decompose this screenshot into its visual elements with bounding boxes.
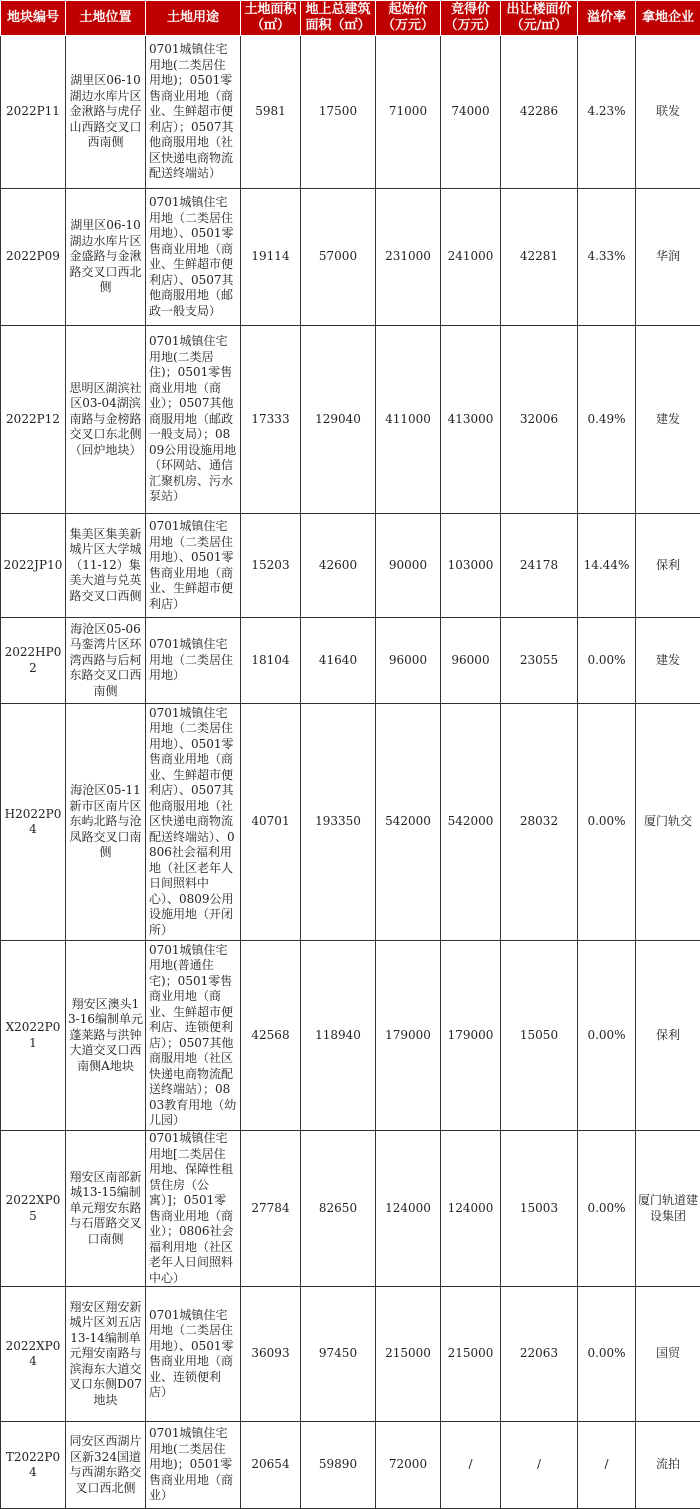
cell-premium-rate: 0.00%	[578, 1287, 636, 1422]
cell-land-use: 0701城镇住宅用地（二类居住用地）、0501零售商业用地（商业、连锁便利店）	[146, 1287, 241, 1422]
cell-floor-price: /	[501, 1422, 578, 1509]
cell-land-area: 19114	[241, 189, 301, 326]
cell-plot-id: 2022P12	[1, 326, 66, 514]
cell-premium-rate: 4.33%	[578, 189, 636, 326]
cell-floor-price: 23055	[501, 618, 578, 704]
cell-location: 同安区西湖片区新324国道与西湖东路交叉口西北侧	[66, 1422, 146, 1509]
cell-location: 思明区湖滨社区03-04湖滨南路与金榜路交叉口东北侧（回炉地块）	[66, 326, 146, 514]
cell-land-use: 0701城镇住宅用地（二类居住用地）	[146, 618, 241, 704]
cell-premium-rate: /	[578, 1422, 636, 1509]
cell-winning-price: 124000	[441, 1131, 501, 1287]
cell-land-area: 5981	[241, 36, 301, 189]
cell-land-area: 20654	[241, 1422, 301, 1509]
table-row	[1, 941, 700, 1131]
cell-premium-rate: 0.49%	[578, 326, 636, 514]
cell-plot-id: 2022HP02	[1, 618, 66, 704]
cell-location: 海沧区05-11新市区南片区东屿北路与沧凤路交叉口南侧	[66, 704, 146, 941]
cell-plot-id: 2022P11	[1, 36, 66, 189]
cell-location: 湖里区06-10湖边水库片区金湫路与虎仔山西路交叉口西南侧	[66, 36, 146, 189]
table-row	[1, 514, 700, 618]
cell-premium-rate: 0.00%	[578, 1131, 636, 1287]
cell-winner: 建发	[636, 326, 700, 514]
cell-start-price: 411000	[376, 326, 441, 514]
header-land-area: 土地面积（㎡）	[241, 1, 301, 36]
cell-winning-price: 413000	[441, 326, 501, 514]
cell-floor-area: 97450	[301, 1287, 376, 1422]
cell-land-use: 0701城镇住宅用地（二类居住用地）、0501零售商业用地（商业、生鲜超市便利店）、0507其他商服用地（邮政一般支局）	[146, 189, 241, 326]
cell-start-price: 231000	[376, 189, 441, 326]
cell-winner: 联发	[636, 36, 700, 189]
cell-premium-rate: 0.00%	[578, 704, 636, 941]
cell-location: 海沧区05-06马銮湾片区环湾西路与后柯东路交叉口西南侧	[66, 618, 146, 704]
header-floor-price: 出让楼面价（元/㎡）	[501, 1, 578, 36]
cell-floor-price: 42281	[501, 189, 578, 326]
header-premium-rate: 溢价率	[578, 1, 636, 36]
table-row	[1, 1131, 700, 1287]
cell-land-area: 40701	[241, 704, 301, 941]
cell-start-price: 71000	[376, 36, 441, 189]
cell-land-area: 42568	[241, 941, 301, 1131]
cell-plot-id: 2022P09	[1, 189, 66, 326]
cell-winner: 厦门轨交	[636, 704, 700, 941]
cell-winning-price: 542000	[441, 704, 501, 941]
cell-winner: 流拍	[636, 1422, 700, 1509]
cell-floor-area: 129040	[301, 326, 376, 514]
table-row	[1, 1287, 700, 1422]
cell-land-use: 0701城镇住宅用地(二类居住用地)；0501零售商业用地（商业）	[146, 1422, 241, 1509]
header-row	[1, 1, 700, 36]
cell-start-price: 72000	[376, 1422, 441, 1509]
cell-winning-price: 215000	[441, 1287, 501, 1422]
cell-start-price: 124000	[376, 1131, 441, 1287]
cell-land-use: 0701城镇住宅用地（二类居住用地）、0501零售商业用地（商业、生鲜超市便利店）	[146, 514, 241, 618]
cell-floor-area: 42600	[301, 514, 376, 618]
cell-floor-price: 42286	[501, 36, 578, 189]
cell-floor-area: 118940	[301, 941, 376, 1131]
cell-winning-price: 96000	[441, 618, 501, 704]
cell-start-price: 215000	[376, 1287, 441, 1422]
table-row	[1, 618, 700, 704]
cell-winner: 华润	[636, 189, 700, 326]
cell-location: 翔安区南部新城13-15编制单元翔安东路与石厝路交叉口南侧	[66, 1131, 146, 1287]
cell-floor-price: 22063	[501, 1287, 578, 1422]
cell-premium-rate: 0.00%	[578, 618, 636, 704]
cell-plot-id: 2022XP05	[1, 1131, 66, 1287]
cell-land-area: 18104	[241, 618, 301, 704]
cell-floor-price: 24178	[501, 514, 578, 618]
table-row	[1, 1422, 700, 1509]
cell-winner: 保利	[636, 514, 700, 618]
cell-location: 湖里区06-10湖边水库片区金盛路与金湫路交叉口西北侧	[66, 189, 146, 326]
cell-floor-area: 59890	[301, 1422, 376, 1509]
cell-floor-area: 41640	[301, 618, 376, 704]
cell-winner: 国贸	[636, 1287, 700, 1422]
cell-winning-price: 103000	[441, 514, 501, 618]
cell-winning-price: 241000	[441, 189, 501, 326]
cell-winning-price: /	[441, 1422, 501, 1509]
cell-land-area: 36093	[241, 1287, 301, 1422]
cell-winner: 保利	[636, 941, 700, 1131]
cell-floor-area: 57000	[301, 189, 376, 326]
header-land-use: 土地用途	[146, 1, 241, 36]
cell-land-area: 15203	[241, 514, 301, 618]
cell-plot-id: X2022P01	[1, 941, 66, 1131]
cell-land-use: 0701城镇住宅用地（二类居住用地）、0501零售商业用地（商业、生鲜超市便利店）、0507其他商服用地（社区快递电商物流配送终端站）、0806社会福利用地（社区老年人日间照料中心）、0809公用设施用地（开闭所）	[146, 704, 241, 941]
cell-floor-area: 17500	[301, 36, 376, 189]
table-row	[1, 704, 700, 941]
cell-start-price: 96000	[376, 618, 441, 704]
header-winning-price: 竞得价（万元）	[441, 1, 501, 36]
cell-premium-rate: 0.00%	[578, 941, 636, 1131]
cell-floor-price: 28032	[501, 704, 578, 941]
cell-winning-price: 179000	[441, 941, 501, 1131]
cell-plot-id: 2022JP10	[1, 514, 66, 618]
cell-land-area: 27784	[241, 1131, 301, 1287]
cell-location: 翔安区翔安新城片区刘五店13-14编制单元翔安南路与滨海东大道交叉口东侧D07地块	[66, 1287, 146, 1422]
table-row	[1, 326, 700, 514]
header-winner: 拿地企业	[636, 1, 700, 36]
cell-winner: 建发	[636, 618, 700, 704]
header-start-price: 起始价（万元）	[376, 1, 441, 36]
cell-start-price: 90000	[376, 514, 441, 618]
cell-floor-price: 15050	[501, 941, 578, 1131]
table-row	[1, 189, 700, 326]
cell-premium-rate: 4.23%	[578, 36, 636, 189]
cell-land-use: 0701城镇住宅用地(普通住宅)；0501零售商业用地（商业、生鲜超市便利店、连锁便利店）；0507其他商服用地（社区快递电商物流配送终端站）；0803教育用地（幼儿园）	[146, 941, 241, 1131]
cell-winner: 厦门轨道建设集团	[636, 1131, 700, 1287]
cell-land-use: 0701城镇住宅用地(二类居住)；0501零售商业用地（商业）；0507其他商服用地（邮政一般支局）；0809公用设施用地（环网站、通信汇聚机房、污水泵站）	[146, 326, 241, 514]
header-plot-id: 地块编号	[1, 1, 66, 36]
cell-start-price: 179000	[376, 941, 441, 1131]
cell-land-use: 0701城镇住宅用地(二类居住用地)；0501零售商业用地（商业、生鲜超市便利店）；0507其他商服用地（社区快递电商物流配送终端站）	[146, 36, 241, 189]
cell-start-price: 542000	[376, 704, 441, 941]
cell-land-use: 0701城镇住宅用地[二类居住用地、保障性租赁住房（公寓）]；0501零售商业用地（商业）；0806社会福利用地（社区老年人日间照料中心）	[146, 1131, 241, 1287]
cell-plot-id: 2022XP04	[1, 1287, 66, 1422]
cell-floor-price: 15003	[501, 1131, 578, 1287]
cell-winning-price: 74000	[441, 36, 501, 189]
cell-premium-rate: 14.44%	[578, 514, 636, 618]
cell-location: 翔安区澳头13-16编制单元蓬莱路与洪钟大道交叉口西南侧A地块	[66, 941, 146, 1131]
cell-floor-area: 82650	[301, 1131, 376, 1287]
cell-floor-price: 32006	[501, 326, 578, 514]
cell-land-area: 17333	[241, 326, 301, 514]
cell-plot-id: H2022P04	[1, 704, 66, 941]
table-row	[1, 36, 700, 189]
cell-location: 集美区集美新城片区大学城（11-12）集美大道与兑英路交叉口西侧	[66, 514, 146, 618]
header-floor-area: 地上总建筑面积（㎡）	[301, 1, 376, 36]
header-location: 土地位置	[66, 1, 146, 36]
cell-floor-area: 193350	[301, 704, 376, 941]
cell-plot-id: T2022P04	[1, 1422, 66, 1509]
